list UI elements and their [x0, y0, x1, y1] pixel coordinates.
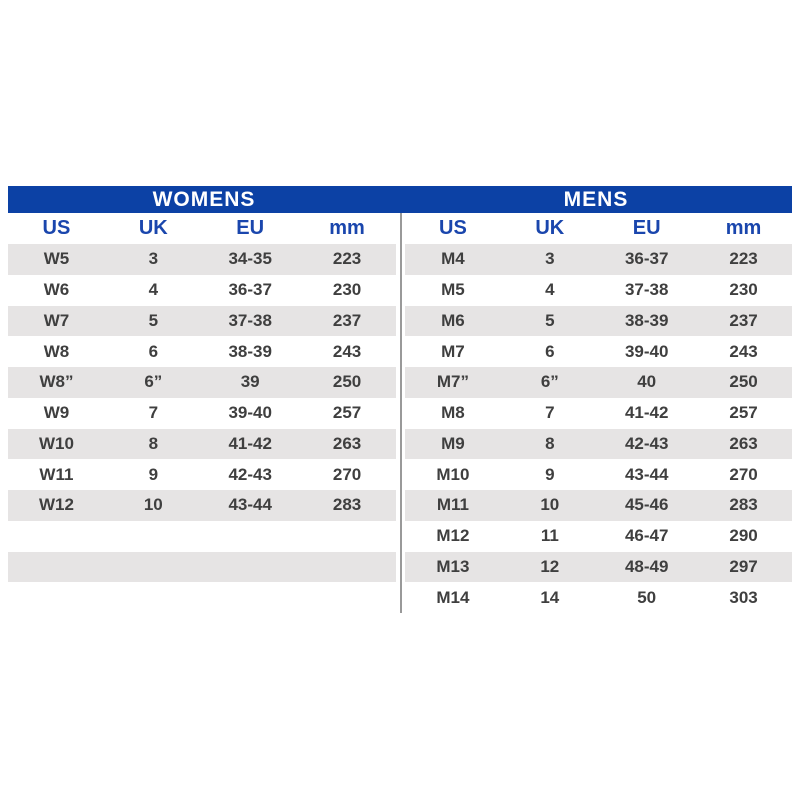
table-cell: 11	[540, 526, 559, 546]
table-divider-line	[400, 213, 402, 613]
table-row	[405, 459, 793, 490]
table-cell: 9	[148, 464, 159, 484]
table-cell: 237	[332, 310, 362, 330]
table-cell: 45-46	[624, 495, 669, 515]
table-cell: W10	[38, 433, 74, 453]
womens-rows	[8, 244, 396, 613]
mens-rows	[405, 244, 793, 613]
section-title-bar	[8, 186, 792, 213]
table-cell: W6	[43, 280, 70, 300]
table-cell: 14	[540, 587, 560, 607]
table-cell: M7	[441, 341, 465, 361]
table-cell: 250	[729, 372, 758, 392]
table-cell	[8, 582, 105, 613]
table-row	[8, 429, 396, 460]
table-row	[405, 306, 793, 337]
womens-col-header-eu: EU	[236, 217, 265, 239]
table-cell: 230	[729, 280, 758, 300]
womens-column-headers	[8, 213, 396, 244]
womens-size-table	[8, 213, 396, 613]
table-cell: 39-40	[624, 341, 669, 361]
table-cell: 41-42	[624, 403, 669, 423]
table-cell: 283	[729, 495, 758, 515]
table-row	[8, 521, 396, 552]
womens-col-header-mm: mm	[329, 217, 365, 239]
table-cell: 6”	[540, 372, 559, 392]
table-cell: W5	[43, 249, 70, 269]
table-cell: 263	[729, 433, 758, 453]
table-cell: 10	[540, 495, 560, 515]
mens-col-header-mm: mm	[725, 217, 762, 239]
table-cell: 283	[332, 495, 362, 515]
table-row	[8, 244, 396, 275]
table-cell: M10	[436, 464, 470, 484]
table-cell: 34-35	[228, 249, 272, 269]
table-cell: 42-43	[624, 433, 669, 453]
table-cell: W7	[43, 310, 70, 330]
table-cell: 36-37	[228, 280, 272, 300]
table-cell: 6	[545, 341, 555, 361]
table-cell: M6	[441, 310, 465, 330]
mens-col-header-eu: EU	[632, 217, 661, 239]
table-cell	[299, 521, 396, 552]
table-cell	[8, 521, 105, 552]
tables-region	[8, 213, 792, 613]
table-row	[405, 582, 793, 613]
table-cell	[202, 582, 299, 613]
table-cell: W9	[43, 403, 70, 423]
table-cell: 230	[332, 280, 362, 300]
table-row	[8, 306, 396, 337]
table-cell: 270	[729, 464, 758, 484]
table-cell: M12	[436, 526, 470, 546]
table-cell: M9	[441, 433, 465, 453]
table-cell: 50	[637, 587, 657, 607]
table-cell	[8, 552, 105, 583]
womens-col-header-uk: UK	[138, 217, 168, 239]
table-cell: 250	[332, 372, 362, 392]
table-row	[405, 429, 793, 460]
table-cell: M8	[441, 403, 465, 423]
table-row	[8, 582, 396, 613]
mens-column-headers	[405, 213, 793, 244]
table-cell	[202, 521, 299, 552]
table-cell: 36-37	[624, 249, 669, 269]
table-cell: 42-43	[228, 464, 272, 484]
table-row	[8, 490, 396, 521]
table-cell: 10	[143, 495, 163, 515]
mens-size-table	[405, 213, 793, 613]
table-cell: M7”	[436, 372, 469, 392]
table-cell: M11	[436, 495, 469, 515]
table-cell: 6”	[144, 372, 163, 392]
table-row	[8, 459, 396, 490]
table-cell: 38-39	[228, 341, 272, 361]
table-cell: 5	[148, 310, 159, 330]
table-cell: 303	[729, 587, 758, 607]
table-cell: 7	[545, 403, 555, 423]
table-cell: 4	[545, 280, 555, 300]
table-cell	[202, 552, 299, 583]
table-cell: 223	[729, 249, 758, 269]
table-cell	[105, 582, 202, 613]
table-cell: W11	[39, 464, 74, 484]
table-row	[8, 398, 396, 429]
table-row	[405, 367, 793, 398]
table-row	[8, 275, 396, 306]
table-row	[405, 490, 793, 521]
table-cell: 6	[148, 341, 159, 361]
table-cell: 9	[545, 464, 555, 484]
size-chart	[8, 186, 792, 613]
table-cell: 243	[332, 341, 362, 361]
table-cell: 8	[148, 433, 159, 453]
table-cell: 5	[545, 310, 555, 330]
table-cell: 4	[148, 280, 159, 300]
table-cell: 7	[148, 403, 159, 423]
table-cell: 3	[148, 249, 159, 269]
table-cell	[105, 552, 202, 583]
table-cell: 297	[729, 556, 758, 576]
mens-col-header-us: US	[439, 217, 467, 239]
table-cell: 43-44	[624, 464, 669, 484]
table-row	[405, 552, 793, 583]
table-cell: 38-39	[624, 310, 669, 330]
table-cell: 48-49	[624, 556, 669, 576]
table-cell: 257	[729, 403, 758, 423]
table-row	[8, 367, 396, 398]
table-cell: 3	[545, 249, 555, 269]
table-cell: 243	[729, 341, 758, 361]
table-cell	[299, 552, 396, 583]
table-cell: M4	[441, 249, 465, 269]
womens-section-title: WOMENS	[152, 187, 256, 211]
table-cell: M13	[436, 556, 470, 576]
table-cell: 41-42	[228, 433, 272, 453]
table-row	[405, 275, 793, 306]
mens-section-title: MENS	[563, 187, 629, 211]
table-cell: 12	[540, 556, 560, 576]
table-row	[405, 398, 793, 429]
table-row	[405, 336, 793, 367]
table-cell: M5	[441, 280, 465, 300]
table-cell	[105, 521, 202, 552]
table-cell: 39	[240, 372, 260, 392]
table-cell: W8	[43, 341, 70, 361]
table-cell: 37-38	[228, 310, 272, 330]
table-row	[405, 244, 793, 275]
table-cell: W8”	[39, 372, 74, 392]
table-row	[405, 521, 793, 552]
table-cell: 263	[332, 433, 362, 453]
table-cell: 257	[332, 403, 362, 423]
table-cell: W12	[38, 495, 74, 515]
table-cell: M14	[436, 587, 470, 607]
table-cell: 40	[637, 372, 657, 392]
table-cell: 290	[729, 526, 758, 546]
table-row	[8, 552, 396, 583]
table-row	[8, 336, 396, 367]
table-cell: 39-40	[228, 403, 272, 423]
mens-col-header-uk: UK	[535, 217, 565, 239]
table-cell: 43-44	[228, 495, 272, 515]
table-cell	[299, 582, 396, 613]
table-cell: 8	[545, 433, 555, 453]
table-cell: 37-38	[624, 280, 669, 300]
table-cell: 46-47	[624, 526, 669, 546]
womens-col-header-us: US	[42, 217, 71, 239]
table-cell: 270	[332, 464, 362, 484]
table-cell: 237	[729, 310, 758, 330]
table-cell: 223	[332, 249, 362, 269]
